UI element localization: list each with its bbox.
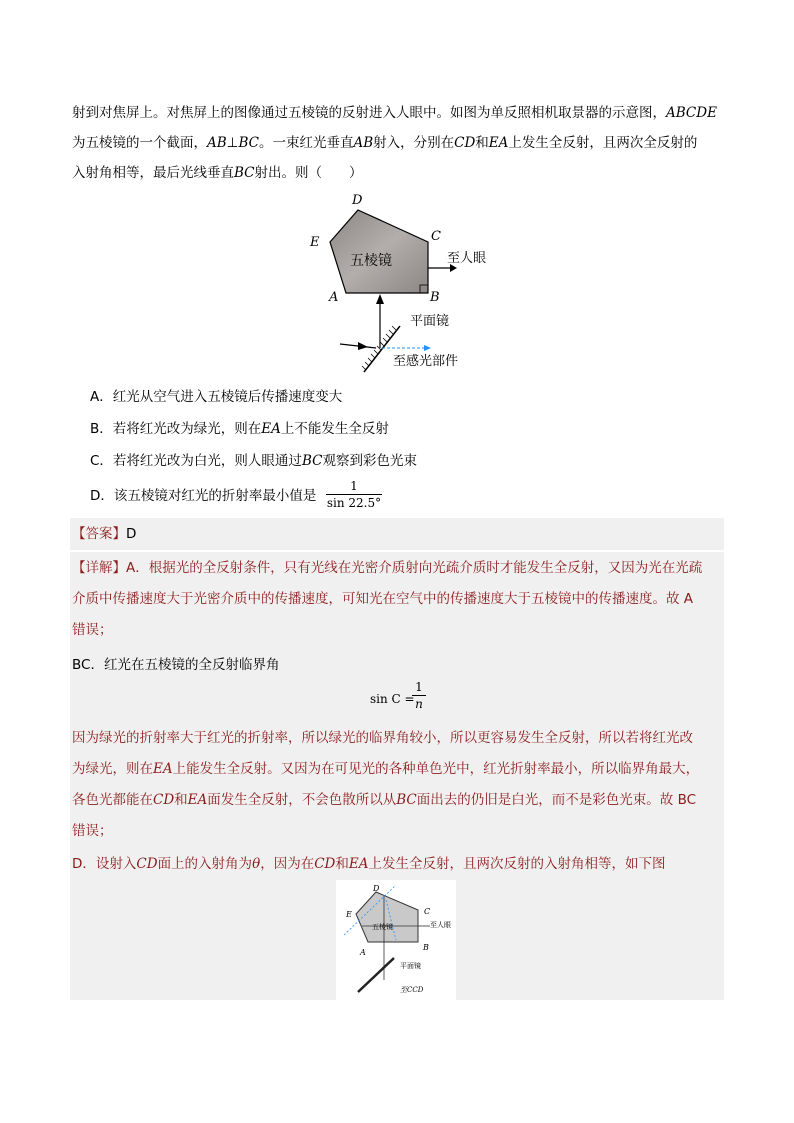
- fig2-eye-label: 至人眼: [430, 921, 451, 929]
- option-d: D．该五棱镜对红光的折射率最小值是: [90, 488, 317, 504]
- sensor-label: 至感光部件: [393, 354, 459, 369]
- detail-line-3: 错误；: [72, 622, 113, 638]
- option-c: C．若将红光改为白光，则人眼通过BC观察到彩色光束: [90, 453, 417, 469]
- option-d-fraction: 1 sin 22.5°: [326, 479, 382, 510]
- question-line-1: 射到对焦屏上。对焦屏上的图像通过五棱镜的反射进入人眼中。如图为单反照相机取景器的示意图，ABCDE: [72, 105, 717, 121]
- detail-bc-3: 各色光都能在CD和EA面发生全反射，不会色散所以从BC面出去的仍旧是白光，而不是彩色光束。故 BC: [72, 792, 697, 808]
- mirror-label: 平面镜: [410, 314, 450, 329]
- fig2-prism-label: 五棱镜: [372, 923, 393, 931]
- detail-bc-4: 错误；: [72, 823, 113, 839]
- mirror2: [358, 958, 394, 992]
- fig2-vertex-c: C: [424, 907, 431, 916]
- fig2-vertex-d: D: [373, 884, 380, 893]
- prism-label: 五棱镜: [350, 253, 392, 269]
- answer-line: 【答案】D: [72, 526, 137, 542]
- vertical-arrow: [376, 294, 384, 304]
- fig2-mirror-label: 平面镜: [400, 962, 421, 970]
- prism2-shape: [356, 892, 418, 942]
- pentaprism-detail-figure: [336, 880, 456, 1000]
- pentaprism-figure: [300, 190, 500, 375]
- eye-label: 至人眼: [447, 251, 487, 266]
- vertex-c: C: [431, 229, 441, 244]
- fig2-ccd-label: 至CCD: [400, 986, 424, 994]
- mirror-hatch: [362, 326, 396, 370]
- detail-d-1: D．设射入CD面上的入射角为θ，因为在CD和EA上发生全反射，且两次反射的入射角相等，如下图: [72, 856, 666, 872]
- vertex-e: E: [310, 235, 320, 250]
- detail-line-2: 介质中传播速度大于光密介质中的传播速度，可知光在空气中的传播速度大于五棱镜中的传播速度。故 A: [72, 591, 694, 607]
- question-line-2: 为五棱镜的一个截面，AB⊥BC。一束红光垂直AB射入，分别在CD和EA上发生全反射，且两次全反射的: [72, 135, 698, 151]
- option-a: A．红光从空气进入五棱镜后传播速度变大: [90, 389, 343, 405]
- formula-lhs: sin C =: [370, 692, 415, 706]
- fig2-vertex-e: E: [346, 910, 352, 919]
- option-b: B．若将红光改为绿光，则在EA上不能发生全反射: [90, 421, 389, 437]
- incoming-arrow: [358, 342, 368, 350]
- vertex-d: D: [352, 193, 363, 208]
- question-line-3: 入射角相等，最后光线垂直BC射出。则（ ）: [72, 165, 363, 181]
- answer-box: [70, 518, 724, 550]
- detail-line-1: 【详解】A．根据光的全反射条件，只有光线在光密介质射向光疏介质时才能发生全反射，又因为光在光疏: [72, 560, 703, 576]
- fig2-vertex-b: B: [423, 943, 429, 952]
- detail-bc-2: 为绿光，则在EA上能发生全反射。又因为在可见光的各种单色光中，红光折射率最小，所以临界角最大，: [72, 761, 700, 777]
- detail-bc-1: 因为绿光的折射率大于红光的折射率，所以绿光的临界角较小，所以更容易发生全反射，所以若将红光改: [72, 730, 693, 746]
- formula-fraction: 1 n: [412, 680, 426, 711]
- detail-bc-head: BC．红光在五棱镜的全反射临界角: [72, 657, 280, 673]
- vertex-b: B: [430, 290, 440, 305]
- fig2-vertex-a: A: [360, 948, 366, 957]
- vertex-a: A: [329, 290, 339, 305]
